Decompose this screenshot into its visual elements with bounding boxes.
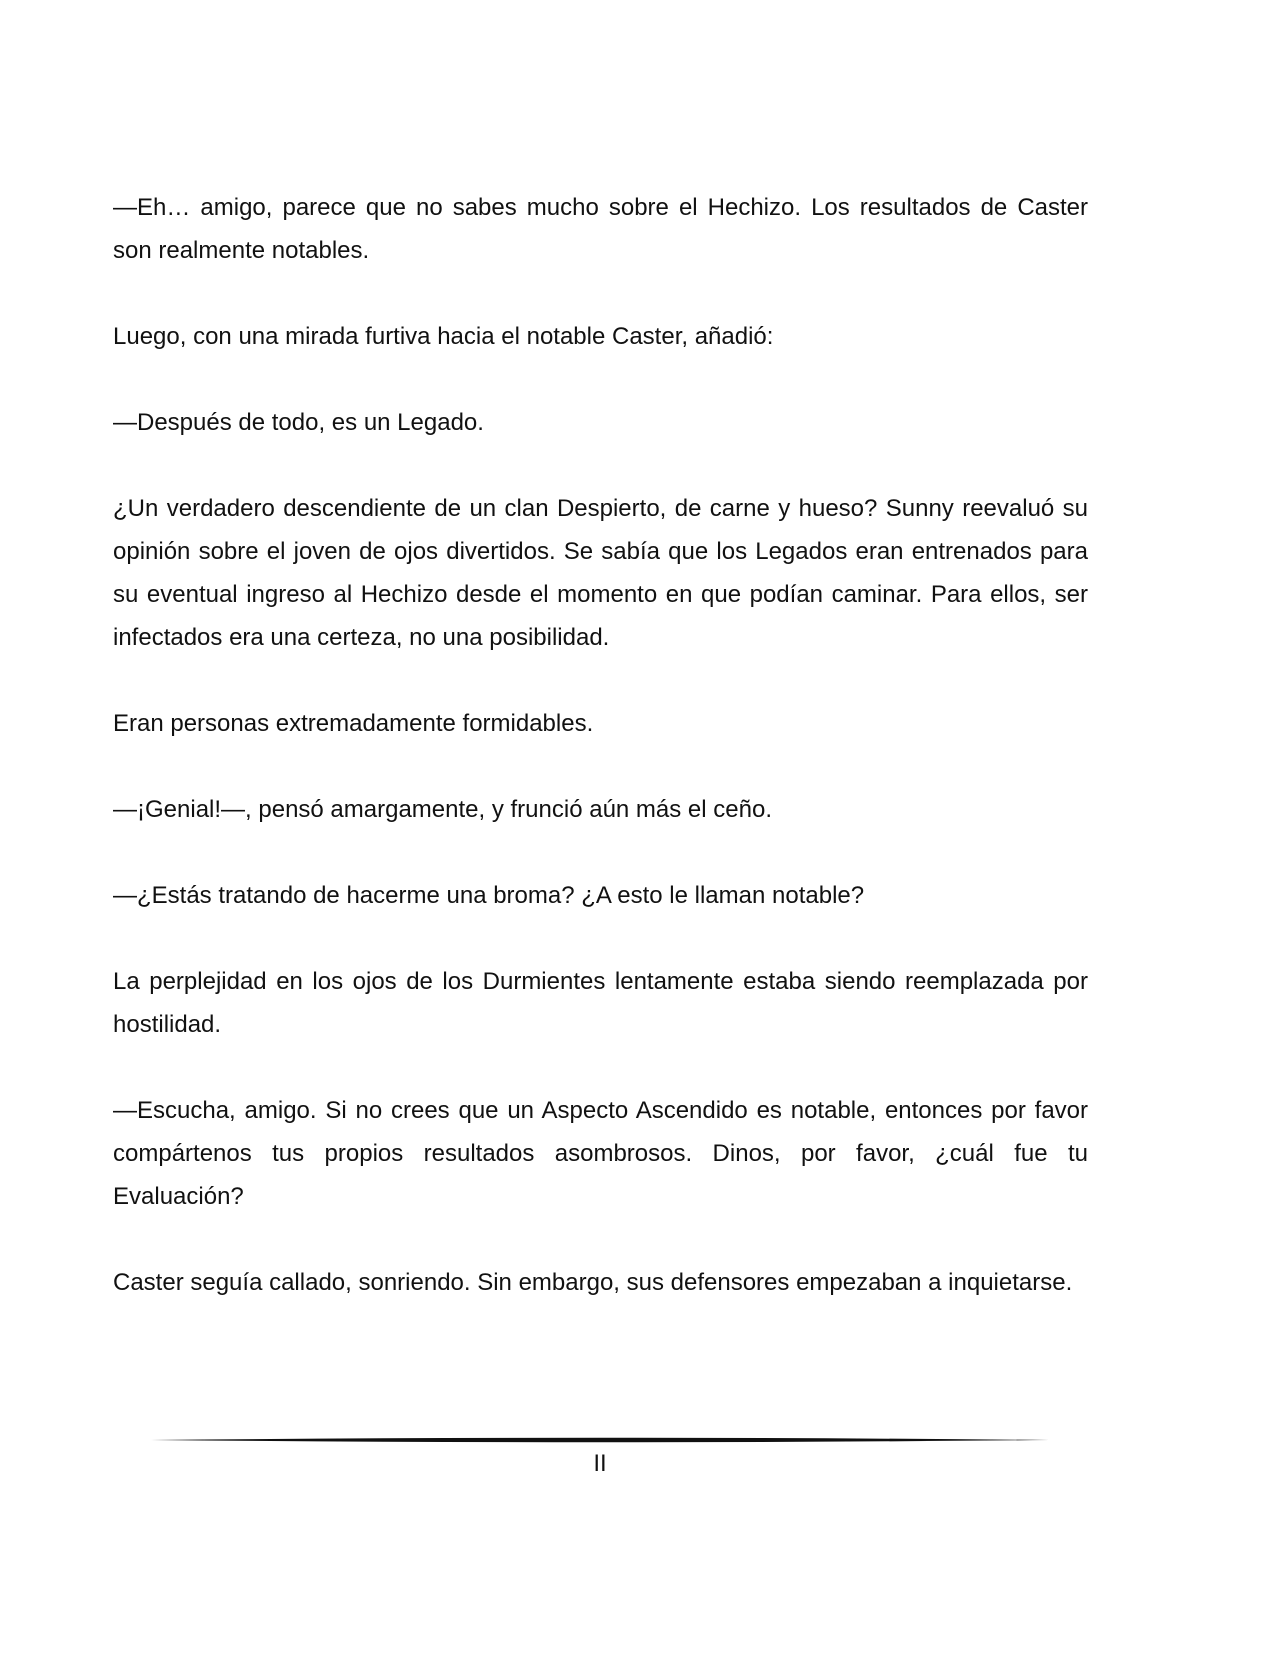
paragraph-2: Luego, con una mirada furtiva hacia el notable Caster, añadió: [113, 323, 774, 350]
paragraph-8: La perplejidad en los ojos de los Durmientes lentamente estaba siendo reemplazada por hostilidad. [113, 968, 1088, 1038]
paragraph-6: —¡Genial!—, pensó amargamente, y frunció aún más el ceño. [113, 796, 772, 823]
paragraph-5: Eran personas extremadamente formidables. [113, 710, 594, 737]
page-body [113, 186, 1088, 1347]
paragraph-9: —Escucha, amigo. Si no crees que un Aspecto Ascendido es notable, entonces por favor compártenos tus propios resultados asombrosos. Dinos, por favor, ¿cuál fue tu Evaluación? [113, 1097, 1088, 1210]
paragraph-10: Caster seguía callado, sonriendo. Sin embargo, sus defensores empezaban a inquietarse. [113, 1269, 1073, 1296]
paragraph-7: —¿Estás tratando de hacerme una broma? ¿A esto le llaman notable? [113, 882, 865, 909]
paragraph-1: —Eh… amigo, parece que no sabes mucho sobre el Hechizo. Los resultados de Caster son realmente notables. [113, 194, 1088, 264]
footer-divider [151, 1434, 1049, 1446]
paragraph-3: —Después de todo, es un Legado. [113, 409, 484, 436]
page-number: II [593, 1450, 607, 1477]
paragraph-4: ¿Un verdadero descendiente de un clan Despierto, de carne y hueso? Sunny reevaluó su opinión sobre el joven de ojos divertidos. Se sabía que los Legados eran entrenados para su eventual ingreso al Hechizo desde el momento en que podían caminar. Para ellos, ser infectados era una certeza, no una posibilidad. [113, 495, 1088, 651]
